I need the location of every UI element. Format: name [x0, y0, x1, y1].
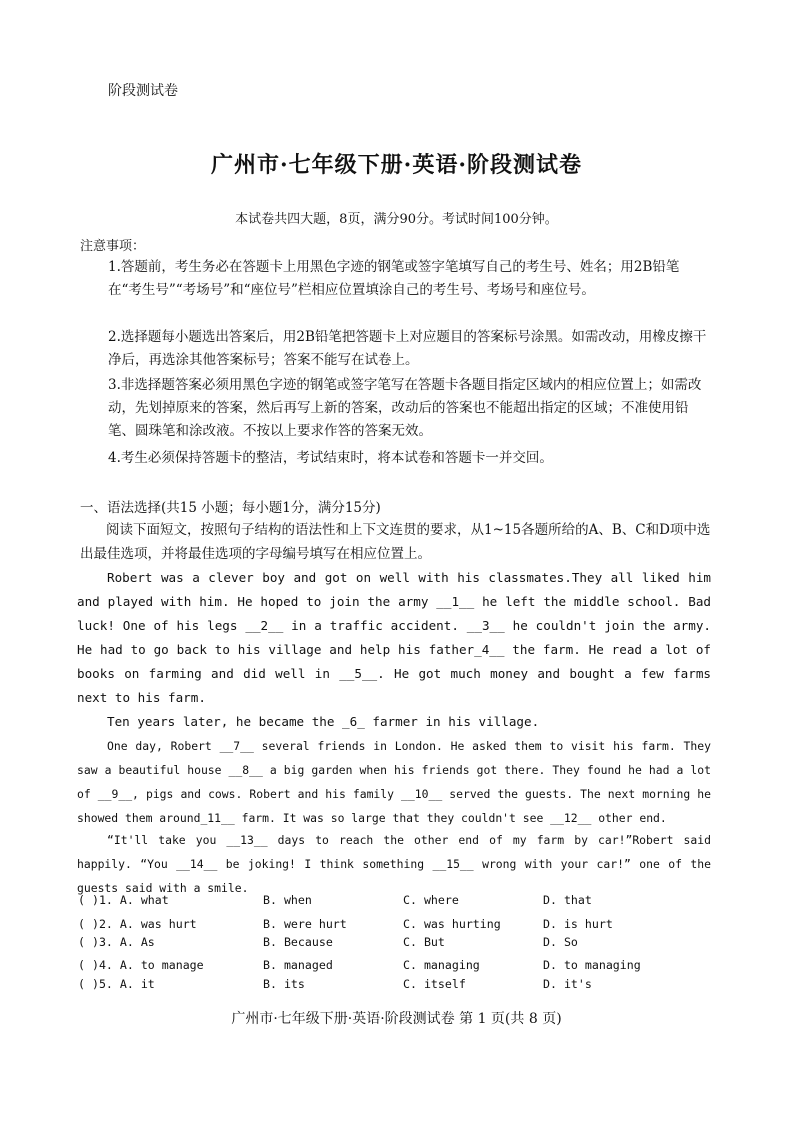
- note-item: 2.选择题每小题选出答案后，用2B铅笔把答题卡上对应题目的答案标号涂黑。如需改动，用橡皮擦干净后，再选涂其他答案标号；答案不能写在试卷上。: [108, 329, 707, 368]
- question-options-row: [78, 977, 718, 995]
- option-c: C. where: [403, 893, 459, 907]
- question-stem: ( )5. A. it: [78, 977, 155, 991]
- section-instructions: 阅读下面短文，按照句子结构的语法性和上下文连贯的要求，从1~15各题所给的A、B、C和D项中选出最佳选项，并将最佳选项的字母编号填写在相应位置上。: [80, 522, 711, 562]
- question-options-row: [78, 917, 718, 935]
- question-stem: ( )1. A. what: [78, 893, 169, 907]
- passage-paragraph: One day, Robert __7__ several friends in London. He asked them to visit his farm. They saw a beautiful house __8__ a big garden when his friends got there. They found he had a lot of __9__, pigs and cows. Robert and his family __10__ served the guests. The next morning he showed them around_11__ farm. It was so large that they couldn't see __12__ other end.: [77, 739, 711, 825]
- passage-paragraph: Ten years later, he became the _6_ farmer in his village.: [107, 714, 540, 729]
- section-title: 一、语法选择(共15 小题；每小题1分，满分15分): [80, 500, 381, 516]
- option-c: C. was hurting: [403, 917, 501, 931]
- option-b: B. managed: [263, 958, 333, 972]
- option-b: B. Because: [263, 935, 333, 949]
- passage-paragraph: Robert was a clever boy and got on well with his classmates.They all liked him and played with him. He hoped to join the army __1__ he left the middle school. Bad luck! One of his legs __2__ in a traffic accident. __3__ he couldn't join the army. He had to go back to his village and help his father_4__ the farm. He read a lot of books on farming and did well in __5__. He got much money and bought a few farms next to his farm.: [77, 570, 711, 705]
- question-stem: ( )4. A. to manage: [78, 958, 204, 972]
- option-d: D. it's: [543, 977, 592, 991]
- option-d: D. to managing: [543, 958, 641, 972]
- exam-title: 广州市·七年级下册·英语·阶段测试卷: [211, 152, 582, 178]
- notes-heading: 注意事项：: [80, 239, 146, 254]
- option-c: C. managing: [403, 958, 480, 972]
- option-d: D. is hurt: [543, 917, 613, 931]
- question-stem: ( )2. A. was hurt: [78, 917, 197, 931]
- option-d: D. that: [543, 893, 592, 907]
- note-item: 1.答题前，考生务必在答题卡上用黑色字迹的钢笔或签字笔填写自己的考生号、姓名；用2B铅笔在“考生号”“考场号”和“座位号”栏相应位置填涂自己的考生号、考场号和座位号。: [108, 259, 680, 298]
- question-options-row: [78, 935, 718, 953]
- page-footer: 广州市·七年级下册·英语·阶段测试卷 第 1 页(共 8 页): [231, 1011, 562, 1027]
- option-c: C. But: [403, 935, 445, 949]
- option-b: B. when: [263, 893, 312, 907]
- running-header: 阶段测试卷: [108, 83, 178, 99]
- passage-paragraph: “It'll take you __13__ days to reach the other end of my farm by car!”Robert said happily. “You __14__ be joking! I think something __15__ wrong with your car!” one of the guests said with a smile.: [77, 833, 711, 895]
- option-d: D. So: [543, 935, 578, 949]
- note-item: 4.考生必须保持答题卡的整洁，考试结束时，将本试卷和答题卡一并交回。: [108, 450, 553, 466]
- question-options-row: [78, 893, 718, 911]
- exam-subtitle: 本试卷共四大题，8页，满分90分。考试时间100分钟。: [235, 212, 558, 227]
- option-c: C. itself: [403, 977, 466, 991]
- option-b: B. were hurt: [263, 917, 347, 931]
- note-item: 3.非选择题答案必须用黑色字迹的钢笔或签字笔写在答题卡各题目指定区域内的相应位置上；如需改动，先划掉原来的答案，然后再写上新的答案，改动后的答案也不能超出指定的区域；不准使用铅笔、圆珠笔和涂改液。不按以上要求作答的答案无效。: [108, 377, 702, 439]
- option-b: B. its: [263, 977, 305, 991]
- question-options-row: [78, 958, 718, 976]
- question-stem: ( )3. A. As: [78, 935, 155, 949]
